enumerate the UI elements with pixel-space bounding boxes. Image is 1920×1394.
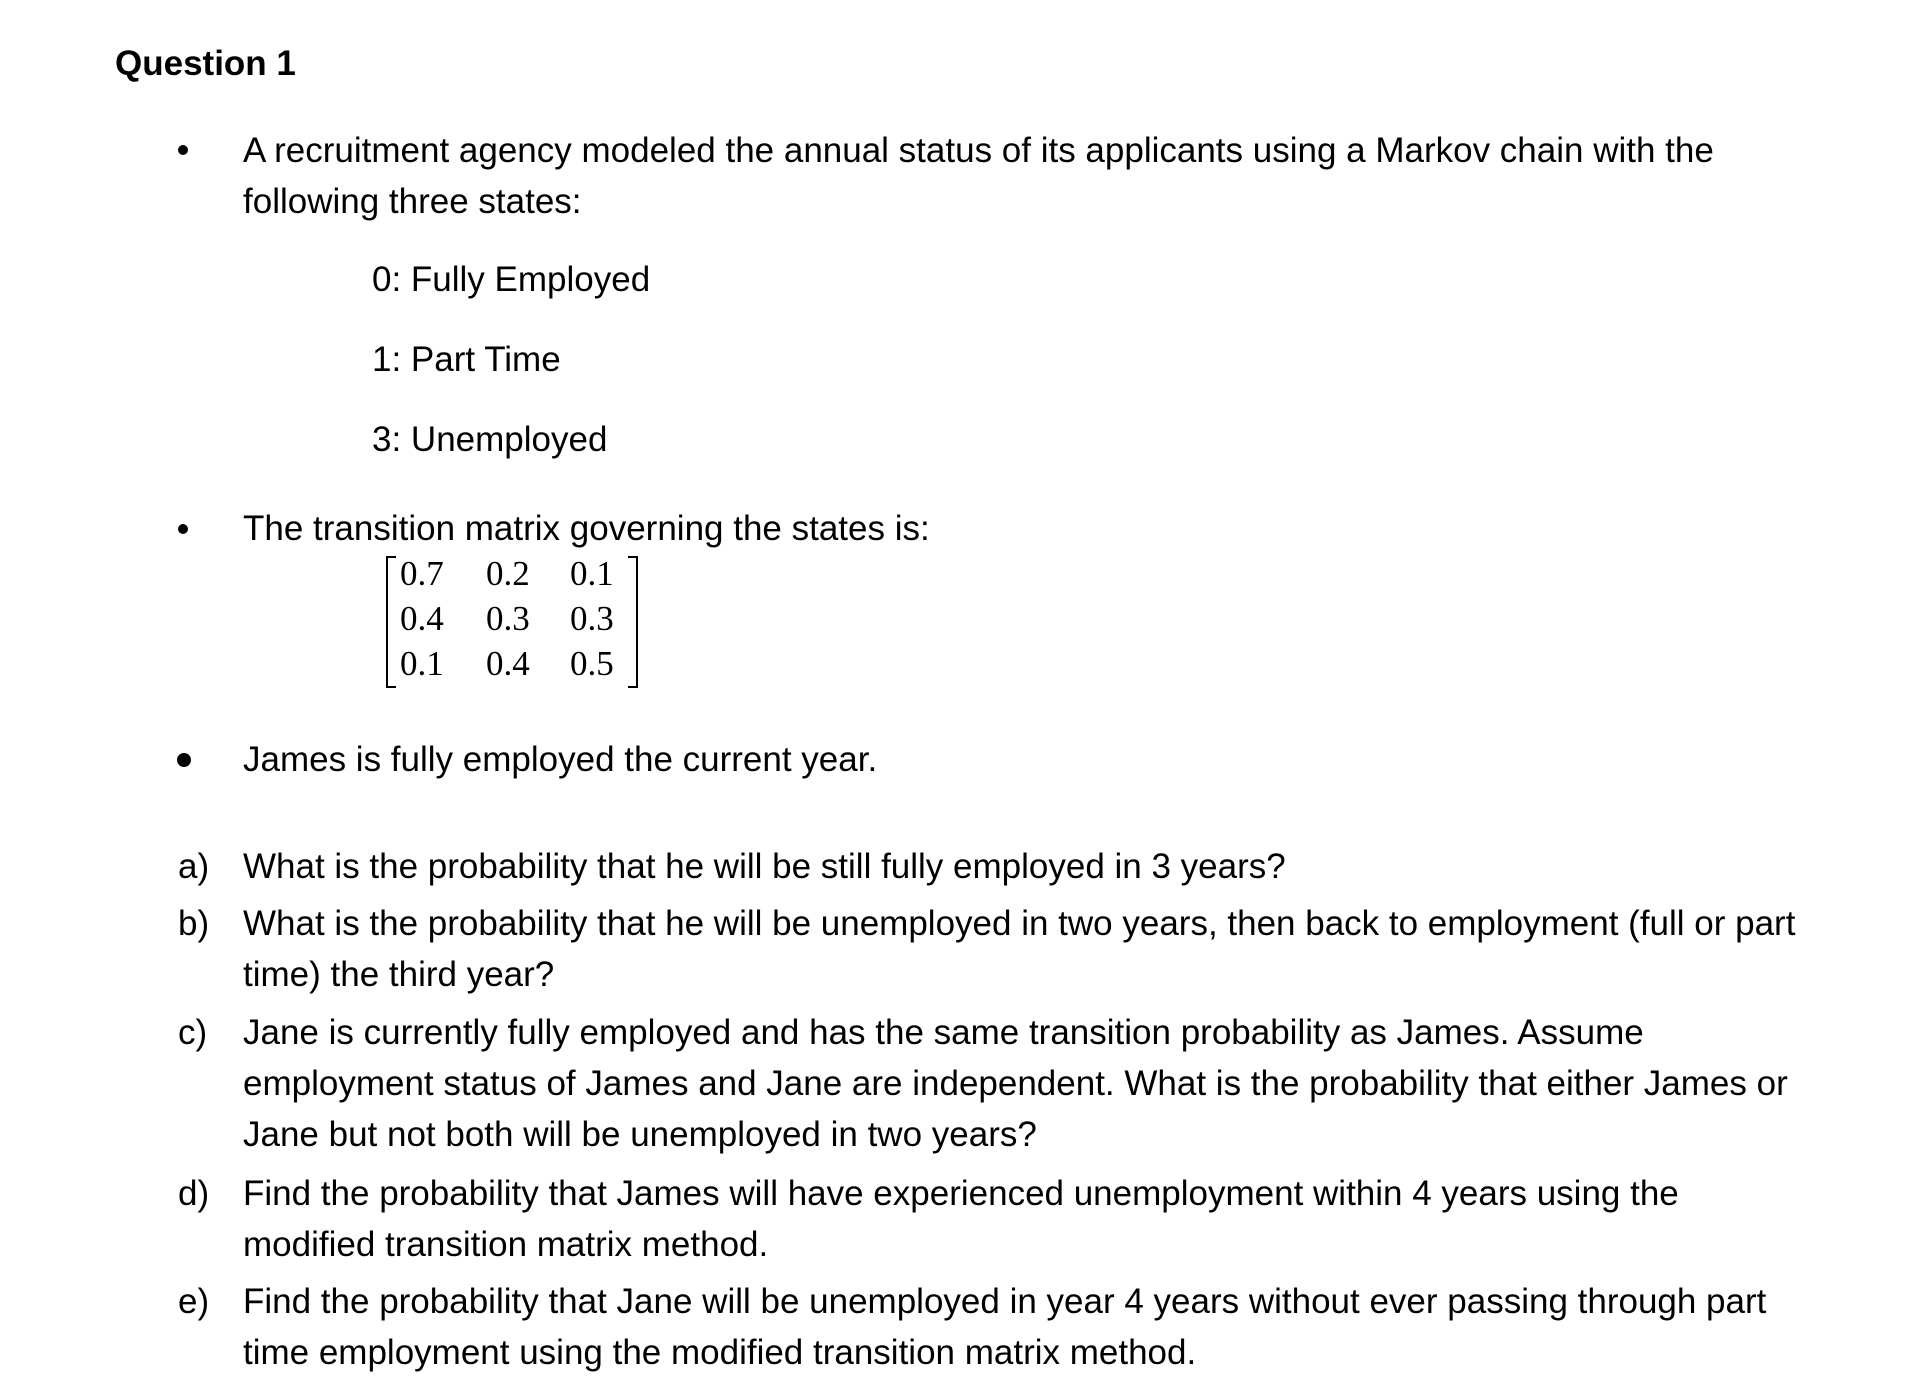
question-label: a) [178,847,210,886]
matrix-cell: 0.4 [486,644,530,683]
intro-paragraph: A recruitment agency modeled the annual status of its applicants using a Markov chain with the following three states: [243,131,1714,221]
question-text: What is the probability that he will be still fully employed in 3 years? [243,847,1286,886]
state-item: 3: Unemployed [372,420,608,459]
matrix-cell: 0.5 [570,644,614,683]
question-text: What is the probability that he will be unemployed in two years, then back to employment (full or part time) the third year? [243,904,1796,994]
question-title: Question 1 [115,44,296,83]
transition-matrix [386,552,638,688]
state-item: 0: Fully Employed [372,260,651,299]
bullet-icon [178,145,188,155]
matrix-cell: 0.4 [400,599,444,638]
james-status: James is fully employed the current year. [243,740,878,779]
matrix-cell: 0.1 [400,644,444,683]
question-label: b) [178,904,210,943]
question-label: c) [178,1013,208,1052]
matrix-cell: 0.3 [570,599,614,638]
question-text: Find the probability that Jane will be unemployed in year 4 years without ever passing through part time employment using the modified transition matrix method. [243,1282,1767,1372]
matrix-cell: 0.3 [486,599,530,638]
bullet-icon [178,524,188,534]
bullet-icon [177,753,191,767]
state-item: 1: Part Time [372,340,561,379]
matrix-cell: 0.2 [486,554,530,593]
matrix-cell: 0.7 [400,554,444,593]
matrix-cell: 0.1 [570,554,614,593]
question-text: Jane is currently fully employed and has the same transition probability as James. Assume employment status of James and Jane are independent. What is the probability that either James or Jane but not both will be unemployed in two years? [243,1013,1788,1154]
question-label: e) [178,1282,210,1321]
question-text: Find the probability that James will have experienced unemployment within 4 years using the modified transition matrix method. [243,1174,1679,1264]
matrix-intro: The transition matrix governing the states is: [243,509,930,548]
question-label: d) [178,1174,210,1213]
matrix-right-bracket [628,556,638,688]
matrix-left-bracket [386,556,396,688]
